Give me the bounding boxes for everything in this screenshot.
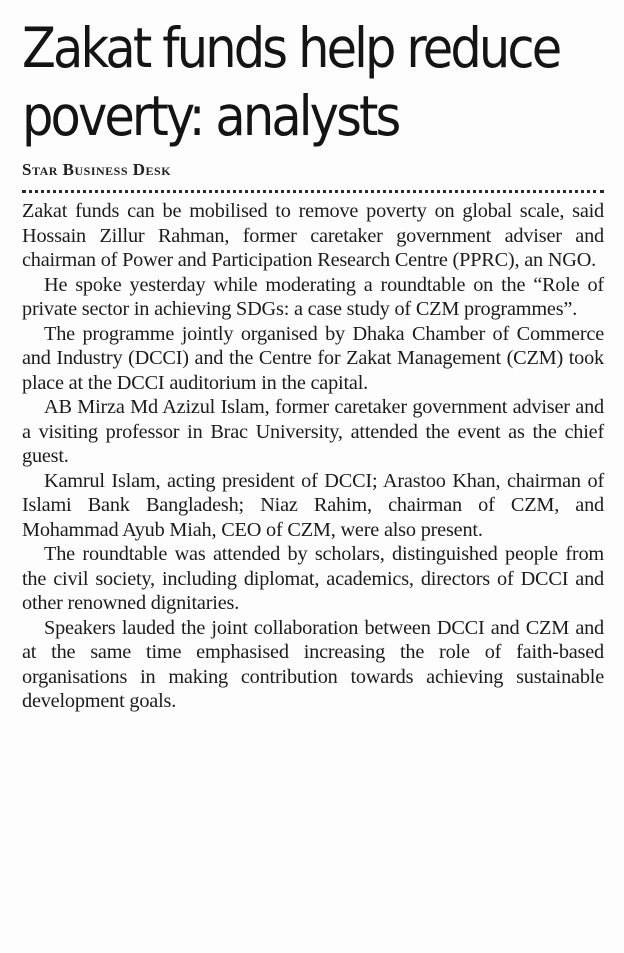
byline: Star Business Desk	[22, 160, 172, 179]
paragraph: He spoke yesterday while moderating a roundtable on the “Role of private sector in achieving SDGs: a case study of CZM programmes”.	[22, 273, 604, 320]
paragraph: Zakat funds can be mobilised to remove poverty on global scale, said Hossain Zillur Rahman, former caretaker government adviser and chairman of Power and Participation Research Centre (PPRC), an NGO.	[22, 200, 604, 271]
dotted-divider	[22, 190, 604, 193]
paragraph: Kamrul Islam, acting president of DCCI; Arastoo Khan, chairman of Islami Bank Bangladesh; Niaz Rahim, chairman of CZM, and Mohammad Ayub Miah, CEO of CZM, were also present.	[22, 469, 604, 541]
headline-line-1: Zakat funds help reduce	[22, 16, 560, 80]
article-body	[22, 199, 604, 714]
paragraph: The programme jointly organised by Dhaka Chamber of Commerce and Industry (DCCI) and the Centre for Zakat Management (CZM) took place at the DCCI auditorium in the capital.	[22, 322, 604, 394]
headline	[22, 14, 560, 150]
paragraph: The roundtable was attended by scholars, distinguished people from the civil society, including diplomat, academics, directors of DCCI and other renowned dignitaries.	[22, 543, 604, 614]
paragraph: AB Mirza Md Azizul Islam, former caretaker government adviser and a visiting professor in Brac University, attended the event as the chief guest.	[22, 396, 604, 467]
paragraph: Speakers lauded the joint collaboration between DCCI and CZM and at the same time emphasised increasing the role of faith-based organisations in making contribution towards achieving sustainable development goals.	[22, 616, 604, 712]
headline-line-2: poverty: analysts	[22, 84, 399, 148]
